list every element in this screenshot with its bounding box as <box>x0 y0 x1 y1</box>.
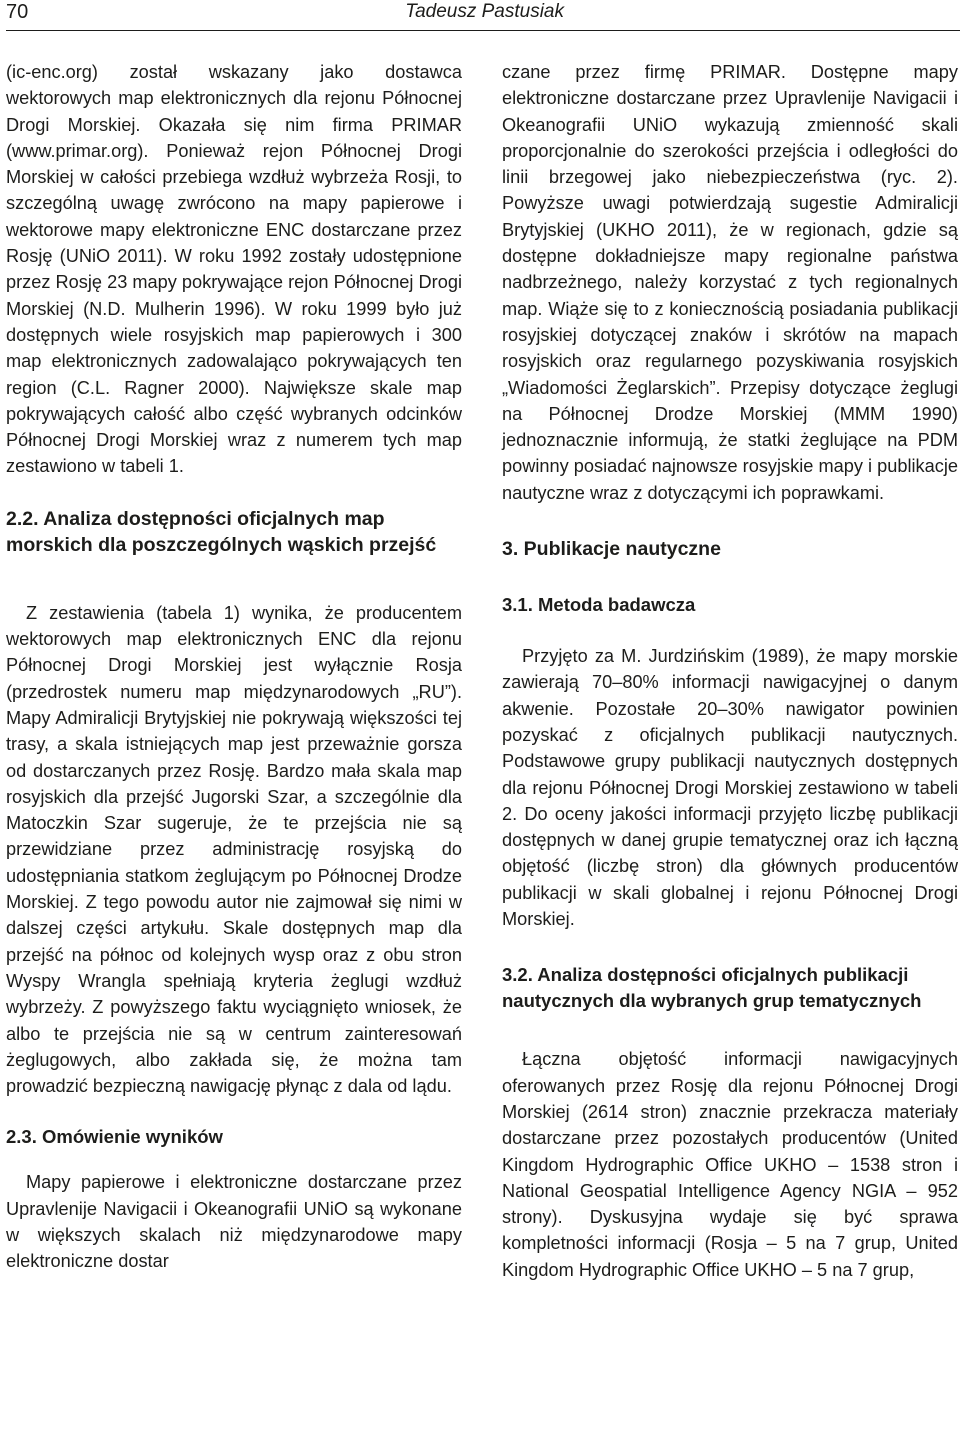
running-header-author: Tadeusz Pastusiak <box>405 1 564 22</box>
paragraph-results-discussion: Mapy papierowe i elektroniczne dostarczane przez Upravlenije Navigacii i Okeanografii UNiO są wykonane w większych skalach niż międzynarodowe mapy elektroniczne dostar <box>6 1172 462 1272</box>
heading-3-1: 3.1. Metoda badawcza <box>502 594 696 616</box>
paragraph-research-method: Przyjęto za M. Jurdzińskim (1989), że mapy morskie zawierają 70–80% informacji nawigacyjnej o danym akwenie. Pozostałe 20–30% nawigator powinien pozyskać z oficjalnych publikacji nautycznych. Podstawowe grupy publikacji nautycznych dostępnych dla rejonu Północnej Drogi Morskiej zestawiono w tabeli 2. Do oceny jakości informacji przyjęto liczbę publikacji dostępnych w danej grupie tematycznej oraz ich łączną objętość (liczbę stron) dla głównych producentów publikacji w skali globalnej i rejonu Północnej Drogi Morskiej. <box>502 646 958 930</box>
left-column <box>6 59 462 1275</box>
page-header <box>0 0 960 36</box>
right-column <box>502 59 958 1283</box>
heading-3-2: 3.2. Analiza dostępności oficjalnych publikacji nautycznych dla wybranych grup tematycznych <box>502 964 922 1012</box>
heading-2-2: 2.2. Analiza dostępności oficjalnych map morskich dla poszczególnych wąskich przejść <box>6 507 437 556</box>
heading-3: 3. Publikacje nautyczne <box>502 538 721 561</box>
paragraph-enc-sources: (ic-enc.org) został wskazany jako dostawca wektorowych map elektronicznych dla rejonu Północnej Drogi Morskiej. Okazała się nim firma PRIMAR (www.primar.org). Ponieważ rejon Północnej Drogi Morskiej w całości przebiega wzdłuż wybrzeża Rosji, to szczególną uwagę zwrócono na mapy papierowe i wektorowe mapy elektroniczne ENC dostarczane przez Rosję (UNiO 2011). W roku 1992 zostały udostępnione przez Rosję 23 mapy pokrywające rejon Północnej Drogi Morskiej (N.D. Mulherin 1996). W roku 1999 było już dostępnych wiele rosyjskich map papierowych i 300 map elektronicznych zadowalająco pokrywających ten region (C.L. Ragner 2000). Największe skale map pokrywających całość albo część wybranych odcinków Północnej Drogi Morskiej wraz z numerem tych map zestawiono w tabeli 1. <box>6 62 462 477</box>
paragraph-publication-analysis: Łączna objętość informacji nawigacyjnych oferowanych przez Rosję dla rejonu Północnej Drogi Morskiej (2614 stron) znacznie przekracza materiały dostarczane przez pozostałych producentów (United Kingdom Hydrographic Office UKHO – 1538 stron i National Geospatial Intelligence Agency NGIA – 952 strony). Dyskusyjna wydaje się być sprawa kompletności informacji (Rosja – 5 na 7 grup, United Kingdom Hydrographic Office UKHO – 5 na 7 grup, <box>502 1049 958 1280</box>
paragraph-electronic-charts: czane przez firmę PRIMAR. Dostępne mapy elektroniczne dostarczane przez Upravlenije Navigacii i Okeanografii UNiO wykazują zmienność skali proporcjonalnie do szerokości przejścia i odległości do linii brzegowej jako niebezpieczeństwa (ryc. 2). Powyższe uwagi potwierdzają sugestie Admiralicji Brytyjskiej (UKHO 2011), że w regionach, gdzie są dostępne dokładniejsze mapy regionalne państwa nadbrzeżnego, należy korzystać z tych regionalnych map. Wiąże się to z koniecznością posiadania publikacji rosyjskiej dotyczącej znaków i skrótów na mapach rosyjskich oraz regularnego pozyskiwania rosyjskich „Wiadomości Żeglarskich”. Przepisy dotyczące żeglugi na Północnej Drodze Morskiej (MMM 1990) jednoznacznie informują, że statki żeglujące na PDM powinny posiadać najnowsze rosyjskie mapy i publikacje nautyczne wraz z dotyczącymi ich poprawkami. <box>502 62 958 503</box>
paragraph-narrow-passages: Z zestawienia (tabela 1) wynika, że producentem wektorowych map elektronicznych ENC dla rejonu Północnej Drogi Morskiej jest wyłącznie Rosja (przedrostek numeru map międzynarodowych „RU”). Mapy Admiralicji Brytyjskiej nie pokrywają większości tej trasy, a skala istniejących map jest przeważnie gorsza od dostarczanych przez Rosję. Bardzo mała skala map rosyjskich dla przejść Jugorski Szar, a szczególnie dla Matoczkin Szar sugeruje, że te przejścia nie są przewidziane przez administrację rosyjską do udostępniania statkom żeglującym po Północnej Drodze Morskiej. Z tego powodu autor nie zajmował się nimi w dalszej części artykułu. Skale dostępnych map dla przejść na północ od kolejnych wysp oraz z obu stron Wyspy Wrangla spełniają kryteria żeglugi wzdłuż wybrzeży. Z powyższego faktu wyciągnięto wniosek, że albo te przejścia nie są w centrum zainteresowań żeglugowych, albo zakłada się, że można tam prowadzić bezpieczną nawigację płynąc z dala od lądu. <box>6 602 462 1097</box>
header-rule <box>6 30 960 31</box>
page-number: 70 <box>6 1 29 23</box>
heading-2-3: 2.3. Omówienie wyników <box>6 1126 223 1148</box>
